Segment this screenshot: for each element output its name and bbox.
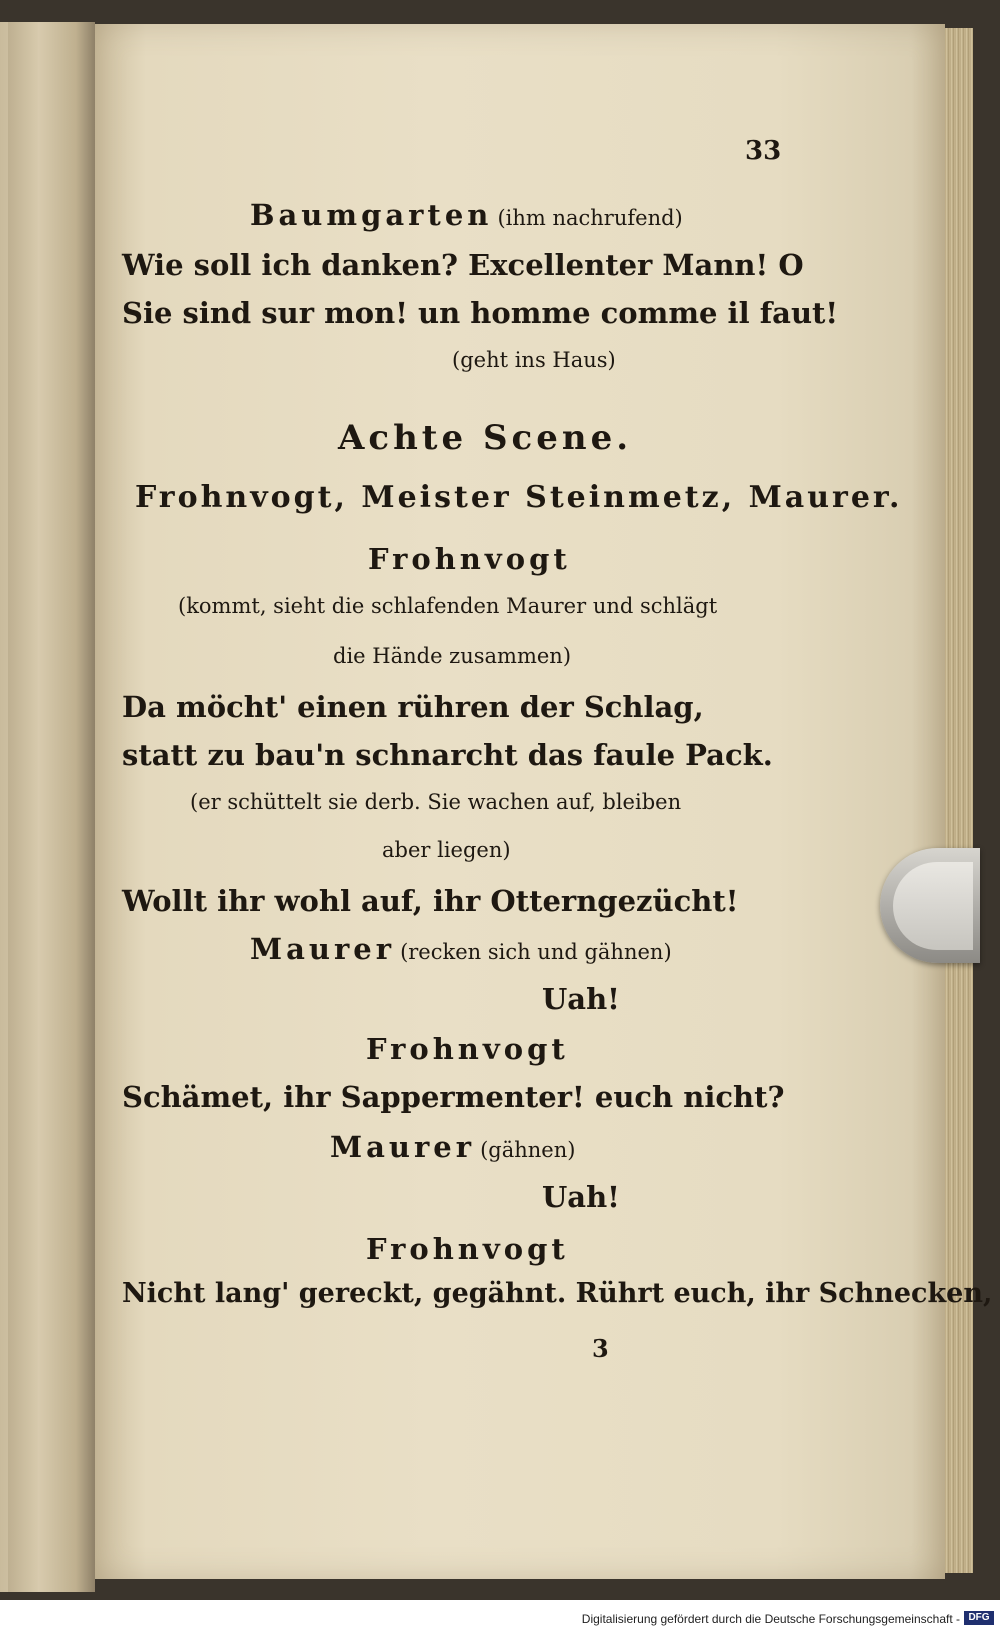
signature-mark: 3 bbox=[592, 1334, 609, 1363]
verse-line: Sie sind sur mon! un homme comme il faut! bbox=[122, 296, 839, 330]
stage-direction: aber liegen) bbox=[382, 838, 511, 862]
speaker-line bbox=[330, 1130, 575, 1164]
facing-page-margin bbox=[8, 22, 38, 1592]
scene-heading: Achte Scene. bbox=[338, 418, 633, 458]
stage-direction: (ihm nachrufend) bbox=[497, 206, 683, 230]
page-number: 33 bbox=[745, 136, 782, 166]
stage-direction: (er schüttelt sie derb. Sie wachen auf, bleiben bbox=[190, 790, 682, 814]
speaker-name: Maurer bbox=[250, 932, 395, 966]
stage-direction: (gähnen) bbox=[480, 1138, 576, 1162]
dfg-logo: DFG bbox=[964, 1611, 994, 1625]
verse-line: Wollt ihr wohl auf, ihr Otterngezücht! bbox=[122, 884, 739, 918]
speaker-name: Baumgarten bbox=[250, 198, 493, 232]
page-clip-highlight bbox=[893, 862, 973, 950]
footer-credit: Digitalisierung gefördert durch die Deutsche Forschungsgemeinschaft - bbox=[581, 1612, 960, 1626]
verse-line: Da möcht' einen rühren der Schlag, bbox=[122, 690, 704, 724]
speaker-line bbox=[250, 198, 683, 232]
speaker-name: Frohnvogt bbox=[366, 1232, 569, 1266]
verse-line: Schämet, ihr Sappermenter! euch nicht? bbox=[122, 1080, 785, 1114]
verse-line: Wie soll ich danken? Excellenter Mann! O bbox=[122, 248, 804, 282]
page-block-edge bbox=[945, 28, 973, 1573]
verse-line: Nicht lang' gereckt, gegähnt. Rührt euch, ihr Schnecken, bbox=[122, 1278, 993, 1309]
stage-direction: (kommt, sieht die schlafenden Maurer und schlägt bbox=[178, 594, 718, 618]
stage-direction: (geht ins Haus) bbox=[452, 348, 616, 372]
cast-list: Frohnvogt, Meister Steinmetz, Maurer. bbox=[135, 480, 903, 515]
verse-line: Uah! bbox=[542, 982, 620, 1016]
speaker-name: Frohnvogt bbox=[366, 1032, 569, 1066]
stage-direction: die Hände zusammen) bbox=[333, 644, 572, 668]
stage-direction: (recken sich und gähnen) bbox=[400, 940, 672, 964]
speaker-line bbox=[250, 932, 672, 966]
speaker-name: Maurer bbox=[330, 1130, 475, 1164]
verse-line: Uah! bbox=[542, 1180, 620, 1214]
verse-line: statt zu bau'n schnarcht das faule Pack. bbox=[122, 738, 773, 772]
speaker-name: Frohnvogt bbox=[368, 542, 571, 576]
